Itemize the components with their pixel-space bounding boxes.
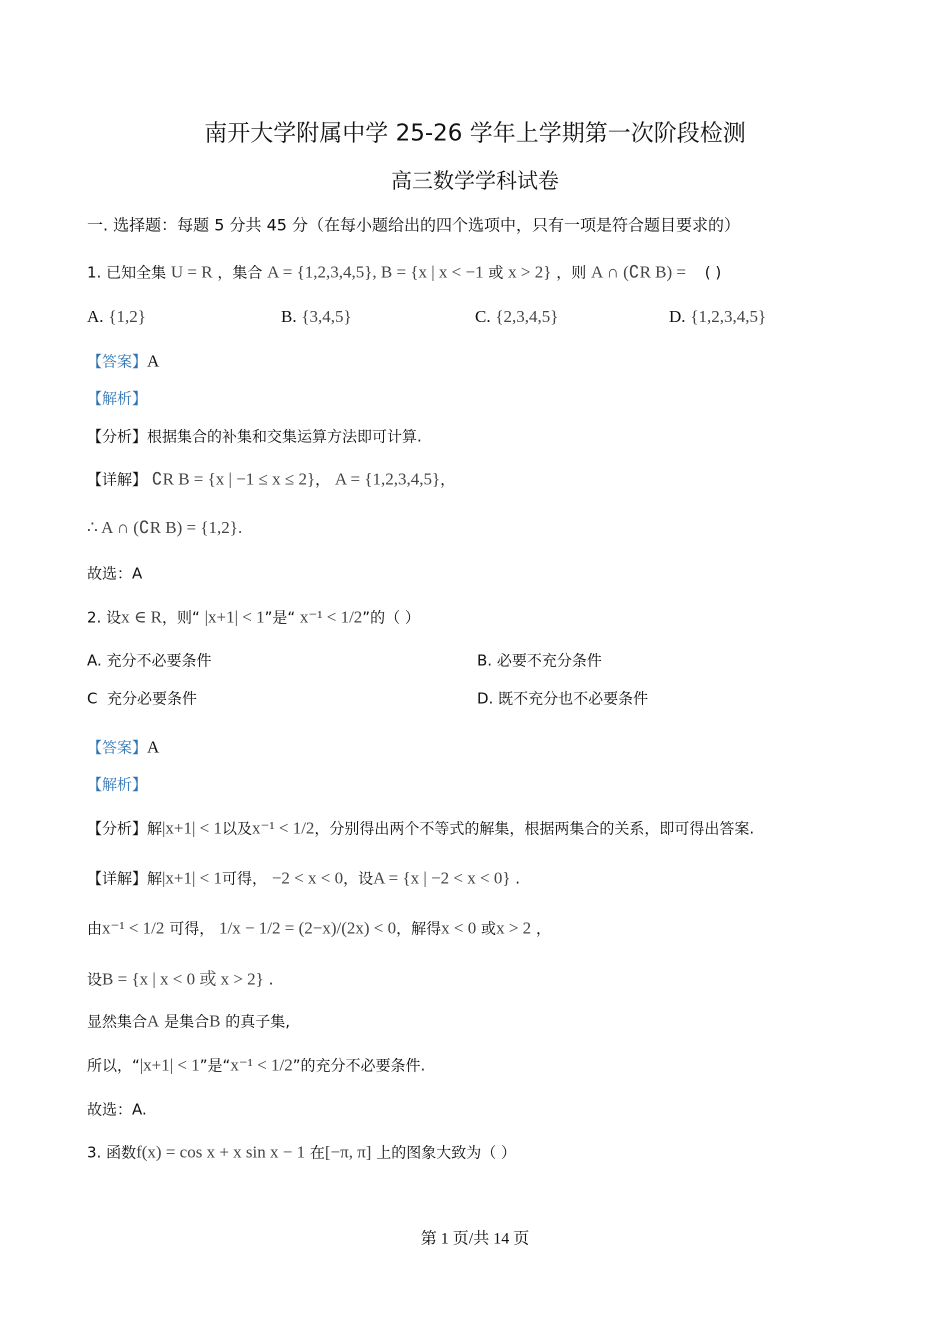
q2-option-c: C 充分必要条件 [87, 689, 198, 708]
q1-text: ，则 [556, 263, 587, 282]
q1-detail: 【详解】 ∁R B = {x | −1 ≤ x ≤ 2}， A = {1,2,3,4,5}， [87, 469, 456, 489]
q1-math: A ∩ (∁R B) = [590, 262, 687, 282]
question-3: 3. 函数f(x) = cos x + x sin x − 1 在[−π, π] 上的图象大致为（ ） [87, 1142, 517, 1162]
answer-blank: ( ) [704, 263, 722, 282]
q1-math: U = R [170, 262, 213, 282]
q1-jiexi-heading: 【解析】 [87, 389, 148, 408]
q2-option-a: A. 充分不必要条件 [87, 651, 212, 670]
question-2: 2. 设x ∈ R，则“ |x+1| < 1”是“ x⁻¹ < 1/2”的（ ） [87, 607, 420, 627]
q2-step-3: 设B = {x | x < 0 或 x > 2} . [87, 969, 274, 989]
q1-stem: 1. 已知全集 [87, 263, 167, 282]
q2-detail: 【详解】解|x+1| < 1可得， −2 < x < 0，设A = {x | −2 < x < 0} . [87, 868, 521, 888]
q2-choice: 故选：A. [87, 1100, 147, 1119]
q2-option-b: B. 必要不充分条件 [477, 651, 602, 670]
q1-option-c: C. {2,3,4,5} [475, 307, 559, 326]
q1-answer: 【答案】A [87, 351, 160, 371]
question-1 [87, 262, 721, 283]
q2-answer: 【答案】A [87, 737, 160, 757]
q2-step-4: 显然集合A 是集合B 的真子集, [87, 1011, 290, 1031]
q1-math: x > 2} [508, 262, 552, 282]
q2-analysis: 【分析】解|x+1| < 1以及x⁻¹ < 1/2，分别得出两个不等式的解集，根据两集合的关系，即可得出答案. [87, 818, 755, 838]
q1-choice: 故选：A [87, 564, 143, 583]
q1-math: A = {1,2,3,4,5}, B = {x | x < −1 [267, 262, 484, 282]
q1-option-b: B. {3,4,5} [281, 307, 352, 326]
exam-title: 南开大学附属中学 25-26 学年上学期第一次阶段检测 [204, 120, 746, 147]
q1-option-d: D. {1,2,3,4,5} [669, 307, 767, 326]
q1-analysis: 【分析】根据集合的补集和交集运算方法即可计算. [87, 427, 422, 446]
q1-text: ，集合 [217, 263, 263, 282]
q2-step-5: 所以，“|x+1| < 1”是“x⁻¹ < 1/2”的充分不必要条件. [87, 1055, 426, 1075]
page-footer: 第 1 页/共 14 页 [420, 1230, 530, 1248]
q1-option-a: A. {1,2} [87, 307, 146, 326]
section-heading: 一. 选择题：每题 5 分共 45 分（在每小题给出的四个选项中，只有一项是符合题目要求的） [87, 215, 741, 235]
q1-text: 或 [488, 263, 504, 282]
q1-conclusion: ∴ A ∩ (∁R B) = {1,2}. [87, 518, 243, 537]
q2-step-2: 由x⁻¹ < 1/2 可得， 1/x − 1/2 = (2−x)/(2x) < 0，解得x < 0 或x > 2 ， [87, 918, 551, 938]
q2-option-d: D. 既不充分也不必要条件 [477, 689, 649, 708]
exam-subtitle: 高三数学学科试卷 [391, 169, 559, 193]
q2-jiexi-heading: 【解析】 [87, 775, 148, 794]
